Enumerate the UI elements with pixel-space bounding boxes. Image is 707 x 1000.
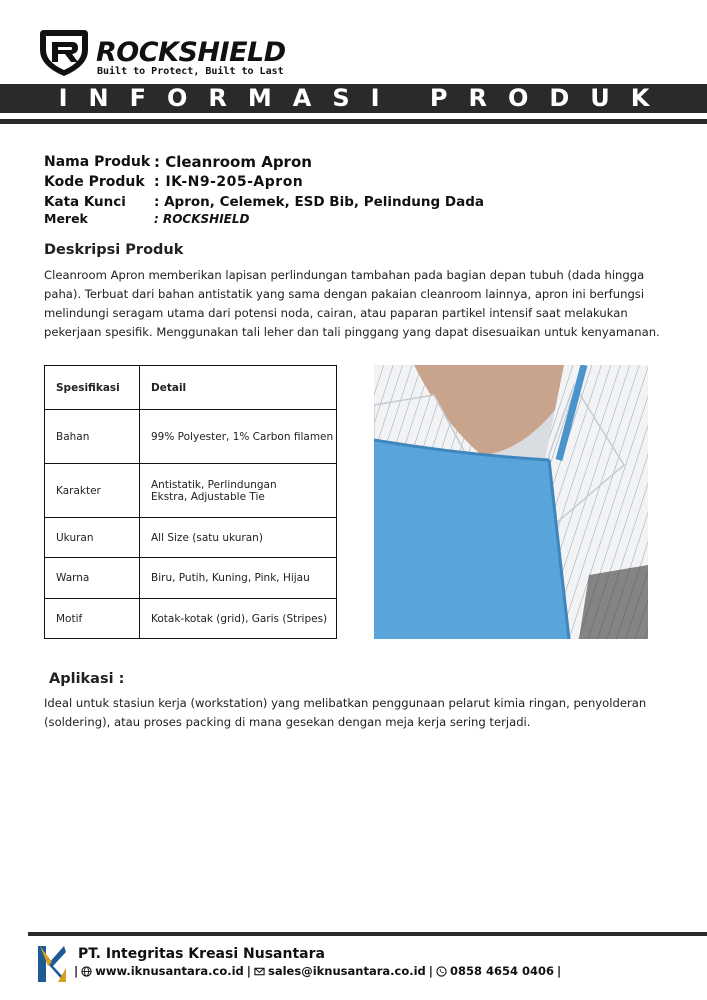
footer-divider	[28, 932, 707, 936]
product-code-label: Kode Produk	[44, 174, 145, 190]
table-row	[45, 558, 337, 599]
table-row	[45, 410, 337, 464]
spec-value: Biru, Putih, Kuning, Pink, Hijau	[140, 558, 337, 599]
spec-table-header-row	[45, 366, 337, 410]
spec-key: Ukuran	[45, 518, 140, 558]
brand-tagline: Built to Protect, Built to Last	[97, 66, 284, 77]
product-brand-value: : ROCKSHIELD	[154, 212, 250, 226]
table-row	[45, 599, 337, 639]
globe-icon	[81, 966, 92, 977]
product-keywords-value: : Apron, Celemek, ESD Bib, Pelindung Dada	[154, 194, 484, 210]
separator: |	[428, 964, 433, 978]
product-code-row	[44, 172, 484, 193]
product-brand-label: Merek	[44, 211, 88, 226]
website-link[interactable]: www.iknusantara.co.id	[95, 964, 244, 978]
table-row	[45, 518, 337, 558]
spec-key: Motif	[45, 599, 140, 639]
ikn-logo-icon	[36, 944, 68, 984]
product-info	[44, 152, 484, 227]
separator: |	[557, 964, 562, 978]
page-title: INFORMASI PRODUK	[0, 84, 707, 113]
separator: |	[246, 964, 251, 978]
rockshield-logo-icon	[36, 28, 92, 78]
spec-key: Karakter	[45, 464, 140, 518]
product-keywords-label: Kata Kunci	[44, 194, 126, 210]
email-icon	[254, 966, 265, 977]
spec-value: 99% Polyester, 1% Carbon filamen	[140, 410, 337, 464]
email-link[interactable]: sales@iknusantara.co.id	[268, 964, 426, 978]
product-keywords-row	[44, 193, 484, 211]
product-name-label: Nama Produk	[44, 154, 151, 170]
description-title: Deskripsi Produk	[44, 242, 184, 258]
application-title: Aplikasi :	[49, 671, 125, 687]
header-divider	[0, 119, 707, 124]
product-photo	[374, 365, 648, 639]
spec-key: Bahan	[45, 410, 140, 464]
contact-line	[74, 964, 561, 978]
spec-value: Antistatik, Perlindungan Ekstra, Adjustable Tie	[140, 464, 337, 518]
phone-number[interactable]: 0858 4654 0406	[449, 964, 554, 978]
product-name-row	[44, 152, 484, 172]
company-name: PT. Integritas Kreasi Nusantara	[78, 946, 325, 962]
product-name-value: : Cleanroom Apron	[154, 153, 312, 171]
spec-header-spesifikasi: Spesifikasi	[45, 366, 140, 410]
spec-header-detail: Detail	[140, 366, 337, 410]
product-code-value: : IK-N9-205-Apron	[154, 174, 304, 190]
whatsapp-icon	[436, 966, 447, 977]
spec-table	[44, 365, 337, 639]
application-text: Ideal untuk stasiun kerja (workstation) yang melibatkan penggunaan pelarut kimia ringan, penyolderan (soldering), atau proses packing di mana gesekan dengan meja kerja sering terjadi.	[44, 696, 647, 729]
separator: |	[74, 964, 79, 978]
description-text: Cleanroom Apron memberikan lapisan perlindungan tambahan pada bagian depan tubuh (dada hingga paha). Terbuat dari bahan antistatik yang sama dengan pakaian cleanroom lainnya, apron ini berfungsi melindungi seragam utama dari potensi noda, cairan, atau paparan partikel intensif saat melakukan pekerjaan spesifik. Menggunakan tali leher dan tali pinggang yang dapat disesuaikan untuk kenyamanan.	[44, 268, 660, 339]
spec-key: Warna	[45, 558, 140, 599]
spec-value: All Size (satu ukuran)	[140, 518, 337, 558]
spec-value: Kotak-kotak (grid), Garis (Stripes)	[140, 599, 337, 639]
brand-name: ROCKSHIELD	[96, 37, 286, 68]
product-brand-row	[44, 211, 484, 227]
table-row	[45, 464, 337, 518]
